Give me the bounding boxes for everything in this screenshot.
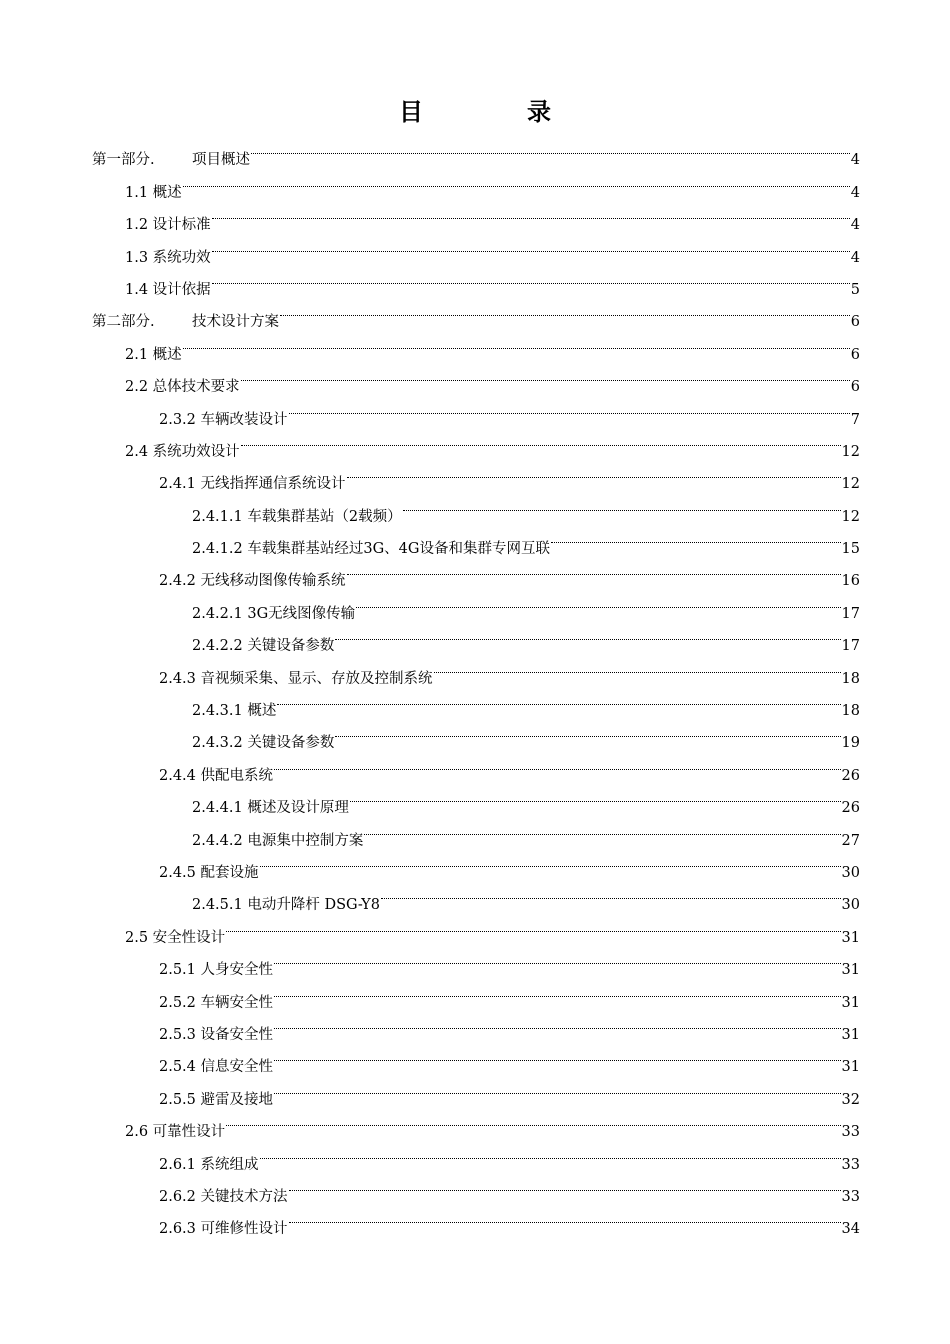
toc-entry-number: 2.4.3 <box>159 670 196 687</box>
dot-leader <box>350 780 841 812</box>
toc-entry-page-number: 33 <box>841 1188 860 1205</box>
toc-entry-page-number: 19 <box>841 735 860 752</box>
toc-entry-page-number: 5 <box>850 281 860 298</box>
toc-entry-label <box>192 501 402 533</box>
toc-entry-number: 2.5 <box>125 929 149 946</box>
toc-entry-text: 配套设施 <box>195 864 259 881</box>
toc-entry-text: 人身安全性 <box>195 962 274 979</box>
dot-leader <box>381 877 841 909</box>
dot-leader <box>551 521 841 553</box>
toc-entry-text: 概述 <box>148 184 182 201</box>
toc-entry-page-number: 15 <box>841 541 860 558</box>
toc-entry-label <box>159 857 259 889</box>
toc-entry-label <box>125 242 211 274</box>
dot-leader <box>274 1071 841 1103</box>
toc-entry-number: 2.4.5 <box>159 864 196 881</box>
toc-entry-label <box>125 339 182 371</box>
toc-entry-text: 总体技术要求 <box>148 379 240 396</box>
toc-entry-number: 2.5.2 <box>159 994 196 1011</box>
dot-leader <box>347 456 841 488</box>
toc-entry-number: 2.4.4.1 <box>192 800 243 817</box>
dot-leader <box>335 715 840 747</box>
dot-leader <box>277 683 840 715</box>
toc-entry-text: 车载集群基站（2载频） <box>242 508 402 525</box>
toc-entry-label <box>159 954 273 986</box>
toc-entry-number: 2.6.1 <box>159 1156 196 1173</box>
dot-leader <box>356 585 840 617</box>
toc-entry-page-number: 27 <box>841 832 860 849</box>
toc-entry-page-number: 26 <box>841 767 860 784</box>
dot-leader <box>226 909 840 941</box>
dot-leader <box>226 1104 840 1136</box>
toc-entry-label <box>159 1051 273 1083</box>
toc-entry-number: 2.1 <box>125 346 149 363</box>
toc-entry-label <box>159 1149 259 1181</box>
toc-entry-page-number: 31 <box>841 929 860 946</box>
toc-entry-label <box>159 1213 288 1245</box>
toc-entry-text: 技术设计方案 <box>192 314 279 331</box>
dot-leader <box>274 1007 841 1039</box>
toc-entry[interactable] <box>92 132 860 169</box>
toc-entry-number: 2.4.2 <box>159 573 196 590</box>
toc-entry-number: 1.3 <box>125 249 149 266</box>
toc-entry-number: 1.4 <box>125 281 149 298</box>
toc-entry-label <box>159 1181 288 1213</box>
toc-entry-page-number: 30 <box>841 864 860 881</box>
toc-entry-text: 概述 <box>148 346 182 363</box>
dot-leader <box>212 197 850 229</box>
table-of-contents <box>92 132 860 1238</box>
toc-entry-text: 设备安全性 <box>195 1026 274 1043</box>
toc-entry-page-number: 12 <box>841 508 860 525</box>
toc-entry-number: 2.5.4 <box>159 1059 196 1076</box>
toc-entry-page-number: 4 <box>850 249 860 266</box>
toc-entry-page-number: 31 <box>841 994 860 1011</box>
toc-entry-number: 2.5.3 <box>159 1026 196 1043</box>
dot-leader <box>274 747 841 779</box>
toc-entry-number: 2.4.3.1 <box>192 703 243 720</box>
dot-leader <box>274 974 841 1006</box>
toc-entry-number: 2.4.5.1 <box>192 897 243 914</box>
toc-entry-page-number: 4 <box>850 217 860 234</box>
dot-leader <box>347 553 841 585</box>
toc-entry-text: 3G无线图像传输 <box>242 605 356 622</box>
toc-entry-text: 概述及设计原理 <box>242 800 349 817</box>
toc-entry[interactable] <box>92 326 860 363</box>
dot-leader <box>212 229 850 261</box>
toc-entry-number: 2.4.1.1 <box>192 508 243 525</box>
toc-entry-number: 2.5.1 <box>159 962 196 979</box>
toc-entry-text: 关键设备参数 <box>242 735 335 752</box>
toc-entry-text: 设计标准 <box>148 217 211 234</box>
toc-entry-number: 2.2 <box>125 379 149 396</box>
toc-entry-text: 无线指挥通信系统设计 <box>195 476 346 493</box>
dot-leader <box>241 424 841 456</box>
toc-entry-page-number: 17 <box>841 638 860 655</box>
toc-entry-label <box>192 598 355 630</box>
toc-entry-label <box>159 1019 273 1051</box>
toc-entry-text: 音视频采集、显示、存放及控制系统 <box>195 670 433 687</box>
toc-entry[interactable] <box>92 197 860 234</box>
toc-entry-text: 供配电系统 <box>195 767 274 784</box>
toc-entry-page-number: 12 <box>841 476 860 493</box>
toc-entry-page-number: 33 <box>841 1124 860 1141</box>
toc-entry-number: 1.1 <box>125 184 149 201</box>
toc-entry-text: 项目概述 <box>192 152 250 169</box>
toc-entry-number: 2.4.2.2 <box>192 638 243 655</box>
toc-entry[interactable] <box>92 359 860 396</box>
dot-leader <box>289 391 850 423</box>
toc-entry-number: 1.2 <box>125 217 149 234</box>
toc-entry-text: 车辆安全性 <box>195 994 274 1011</box>
page-title: 目 录 <box>399 98 591 126</box>
toc-entry-number: 2.6.2 <box>159 1188 196 1205</box>
dot-leader <box>183 326 850 358</box>
toc-entry-number: 2.4.4 <box>159 767 196 784</box>
toc-entry-number: 2.3.2 <box>159 411 196 428</box>
dot-leader <box>212 262 850 294</box>
toc-entry-text: 车辆改装设计 <box>195 411 288 428</box>
toc-entry-page-number: 17 <box>841 605 860 622</box>
toc-entry-label <box>125 177 182 209</box>
dot-leader <box>274 942 841 974</box>
toc-entry-text: 可维修性设计 <box>195 1221 288 1238</box>
toc-entry-label <box>192 630 334 662</box>
toc-entry-label <box>125 371 240 403</box>
dot-leader <box>241 359 850 391</box>
toc-entry-label <box>125 436 240 468</box>
toc-entry-text: 避雷及接地 <box>195 1091 274 1108</box>
toc-entry-page-number: 26 <box>841 800 860 817</box>
toc-entry-number: 2.4.4.2 <box>192 832 243 849</box>
toc-entry-text: 可靠性设计 <box>148 1124 226 1141</box>
toc-entry-number: 第二部分. <box>92 314 155 331</box>
toc-entry-page-number: 18 <box>841 670 860 687</box>
toc-entry-page-number: 34 <box>841 1221 860 1238</box>
toc-entry-number: 2.6.3 <box>159 1221 196 1238</box>
toc-entry-page-number: 16 <box>841 573 860 590</box>
toc-entry-number: 第一部分. <box>92 152 155 169</box>
toc-entry-text: 车载集群基站经过3G、4G设备和集群专网互联 <box>242 541 550 558</box>
toc-entry-page-number: 6 <box>850 379 860 396</box>
toc-entry-number: 2.4.1 <box>159 476 196 493</box>
dot-leader <box>274 1039 841 1071</box>
toc-entry-text: 设计依据 <box>148 281 211 298</box>
toc-entry-number: 2.4 <box>125 443 149 460</box>
dot-leader <box>403 488 841 520</box>
toc-entry-number: 2.4.1.2 <box>192 541 243 558</box>
toc-entry-label <box>159 468 346 500</box>
dot-leader <box>251 132 850 164</box>
toc-entry-text: 系统功效设计 <box>148 443 240 460</box>
toc-entry-text: 无线移动图像传输系统 <box>195 573 346 590</box>
toc-entry-number: 2.6 <box>125 1124 149 1141</box>
toc-entry-page-number: 32 <box>841 1091 860 1108</box>
toc-entry-page-number: 4 <box>850 152 860 169</box>
toc-entry-page-number: 4 <box>850 184 860 201</box>
toc-entry-text: 电源集中控制方案 <box>242 832 364 849</box>
toc-entry-label <box>125 274 211 306</box>
dot-leader <box>364 812 840 844</box>
toc-entry-page-number: 6 <box>850 314 860 331</box>
toc-entry-label <box>192 792 349 824</box>
dot-leader <box>289 1169 841 1201</box>
toc-entry-number: 2.4.2.1 <box>192 605 243 622</box>
toc-entry-page-number: 7 <box>850 411 860 428</box>
dot-leader <box>260 845 841 877</box>
toc-entry-text: 关键技术方法 <box>195 1188 288 1205</box>
toc-entry-label <box>125 209 211 241</box>
toc-entry-page-number: 30 <box>841 897 860 914</box>
toc-entry-page-number: 31 <box>841 1059 860 1076</box>
toc-entry-page-number: 6 <box>850 346 860 363</box>
dot-leader <box>260 1136 841 1168</box>
toc-entry-label <box>125 922 225 954</box>
toc-entry-text: 电动升降杆 DSG-Y8 <box>242 897 380 914</box>
dot-leader <box>434 650 841 682</box>
toc-entry-label <box>159 987 273 1019</box>
toc-entry-text: 系统组成 <box>195 1156 259 1173</box>
dot-leader <box>335 618 840 650</box>
dot-leader <box>289 1201 841 1233</box>
toc-entry-text: 关键设备参数 <box>242 638 335 655</box>
toc-entry-number: 2.5.5 <box>159 1091 196 1108</box>
toc-entry-label <box>159 565 346 597</box>
toc-entry-label <box>159 760 273 792</box>
toc-entry-text: 系统功效 <box>148 249 211 266</box>
toc-entry-text: 安全性设计 <box>148 929 226 946</box>
toc-entry-page-number: 18 <box>841 703 860 720</box>
toc-entry-page-number: 31 <box>841 1026 860 1043</box>
dot-leader <box>280 294 850 326</box>
dot-leader <box>183 164 850 196</box>
toc-entry-label <box>192 695 276 727</box>
toc-entry-text: 概述 <box>242 703 277 720</box>
toc-entry[interactable] <box>92 164 860 201</box>
toc-entry-text: 信息安全性 <box>195 1059 274 1076</box>
toc-entry-page-number: 12 <box>841 443 860 460</box>
toc-entry-page-number: 33 <box>841 1156 860 1173</box>
toc-entry-page-number: 31 <box>841 962 860 979</box>
toc-entry-number: 2.4.3.2 <box>192 735 243 752</box>
toc-entry-label <box>125 1116 225 1148</box>
